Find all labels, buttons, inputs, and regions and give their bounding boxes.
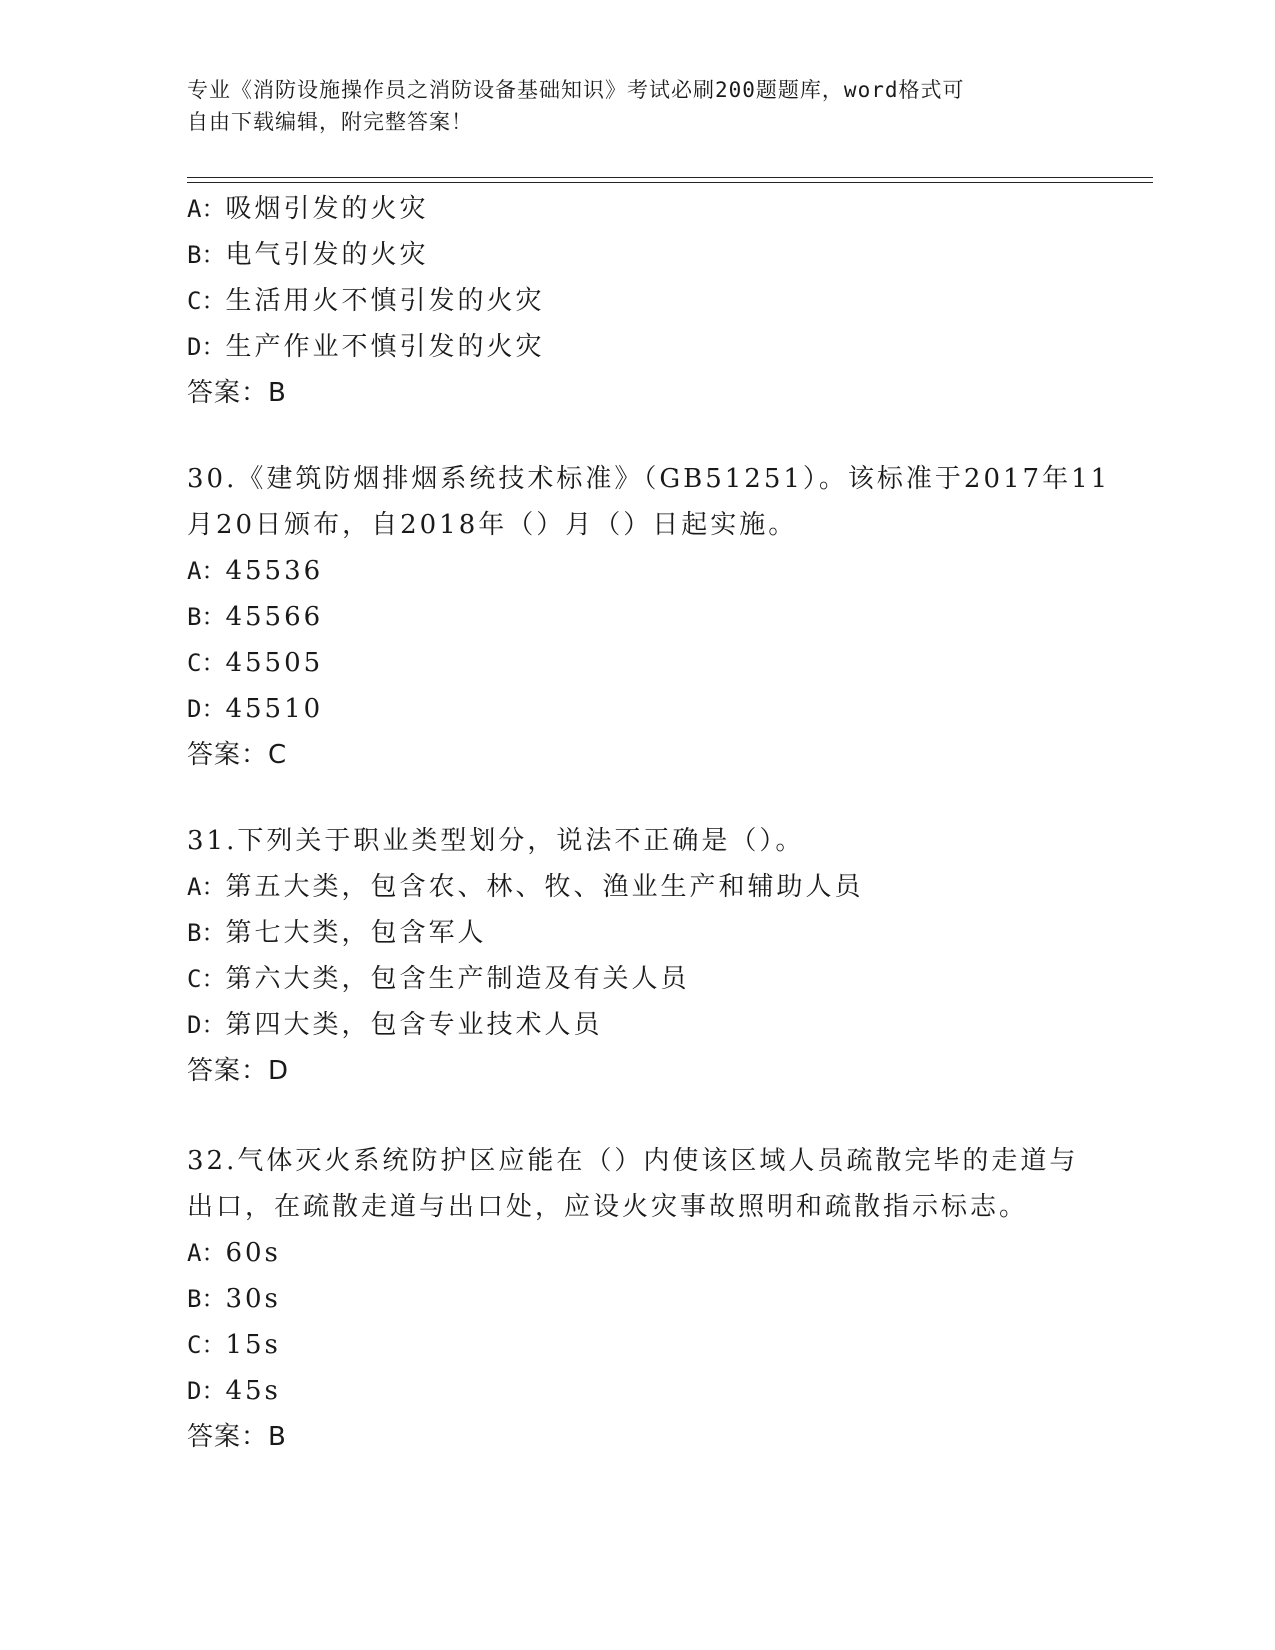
option-b: B：30s	[187, 1284, 281, 1314]
option-c: C：15s	[187, 1330, 281, 1360]
question-stem-line-2: 月20日颁布，自2018年（）月（）日起实施。	[187, 510, 798, 540]
option-a: A：第五大类，包含农、林、牧、渔业生产和辅助人员	[187, 872, 864, 902]
option-d: D：第四大类，包含专业技术人员	[187, 1010, 603, 1040]
option-b: B：电气引发的火灾	[187, 240, 429, 270]
question-stem-line-1: 30.《建筑防烟排烟系统技术标准》（GB51251）。该标准于2017年11	[187, 464, 1111, 494]
question-stem-line-1: 31.下列关于职业类型划分，说法不正确是（）。	[187, 826, 805, 856]
option-a: A：60s	[187, 1238, 281, 1268]
option-a: A：45536	[187, 556, 324, 586]
header-line-1: 专业《消防设施操作员之消防设备基础知识》考试必刷200题题库，word格式可	[187, 78, 965, 102]
option-b: B：45566	[187, 602, 324, 632]
question-stem-line-1: 32.气体灭火系统防护区应能在（）内使该区域人员疏散完毕的走道与	[187, 1146, 1079, 1176]
header-line-2: 自由下载编辑，附完整答案！	[187, 110, 473, 134]
header-divider-bottom	[187, 182, 1153, 183]
option-a: A：吸烟引发的火灾	[187, 194, 429, 224]
answer: 答案：C	[187, 740, 288, 770]
option-d: D：45s	[187, 1376, 281, 1406]
option-d: D：45510	[187, 694, 324, 724]
question-29	[187, 186, 1087, 416]
answer: 答案：B	[187, 1422, 287, 1452]
option-c: C：生活用火不慎引发的火灾	[187, 286, 545, 316]
question-stem-line-2: 出口，在疏散走道与出口处，应设火灾事故照明和疏散指示标志。	[187, 1192, 1029, 1222]
option-c: C：第六大类，包含生产制造及有关人员	[187, 964, 690, 994]
document-header	[187, 74, 1067, 138]
option-d: D：生产作业不慎引发的火灾	[187, 332, 545, 362]
option-b: B：第七大类，包含军人	[187, 918, 487, 948]
option-c: C：45505	[187, 648, 324, 678]
answer: 答案：D	[187, 1056, 290, 1086]
question-31	[187, 818, 1087, 1094]
header-divider-top	[187, 177, 1153, 178]
answer: 答案：B	[187, 378, 287, 408]
question-30	[187, 456, 1111, 778]
question-32	[187, 1138, 1087, 1460]
